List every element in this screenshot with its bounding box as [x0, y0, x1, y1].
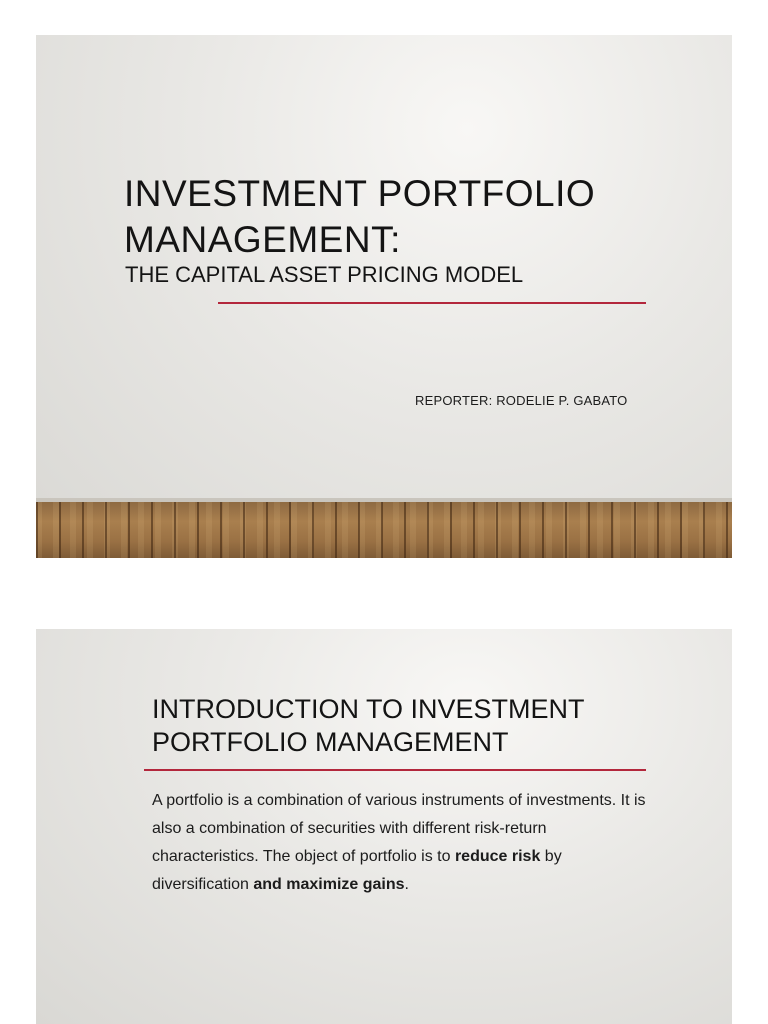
- presentation-title: [124, 171, 595, 263]
- body-text-part-2: by diversification: [152, 848, 562, 893]
- wood-floor-decoration: [36, 498, 732, 558]
- title-line-1: INVESTMENT PORTFOLIO: [124, 173, 596, 214]
- reporter-credit: REPORTER: RODELIE P. GABATO: [415, 393, 628, 408]
- intro-slide: [36, 629, 732, 1024]
- body-text-part-3: .: [404, 876, 409, 893]
- title-line-2: MANAGEMENT:: [124, 219, 401, 260]
- heading-divider: [144, 769, 646, 771]
- presentation-subtitle: THE CAPITAL ASSET PRICING MODEL: [125, 262, 524, 287]
- title-divider: [218, 302, 646, 304]
- heading-line-2: PORTFOLIO MANAGEMENT: [152, 727, 509, 757]
- slide-body-text: [152, 787, 652, 899]
- body-text-part-1: A portfolio is a combination of various instruments of investments. It is also a combination of securities with different risk-return characteristics. The object of portfolio is to: [152, 792, 646, 865]
- slide-heading: [152, 693, 672, 759]
- body-emphasis-reduce-risk: reduce risk: [454, 848, 541, 865]
- title-slide: [36, 35, 732, 558]
- heading-line-1: INTRODUCTION TO INVESTMENT: [152, 694, 585, 724]
- body-emphasis-maximize-gains: and maximize gains: [253, 876, 405, 893]
